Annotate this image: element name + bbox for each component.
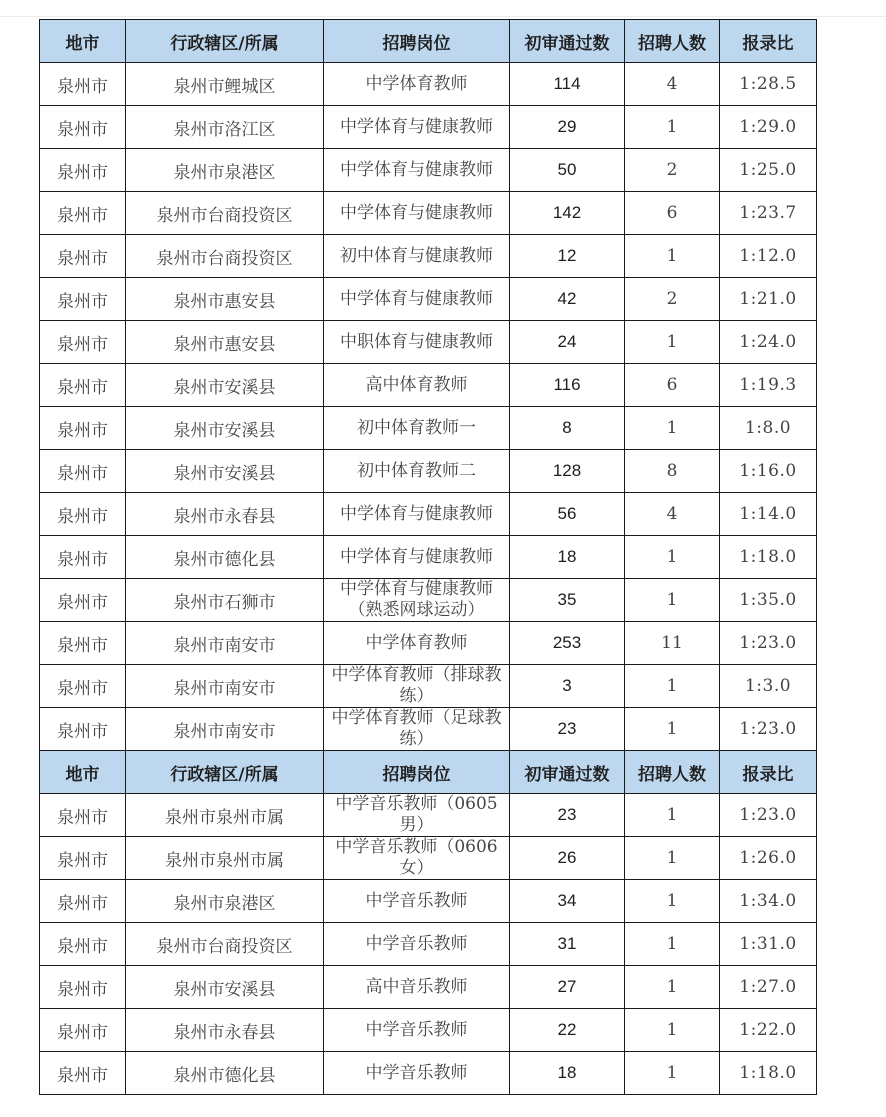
passed-count-cell: 42 — [510, 278, 625, 321]
district-cell: 泉州市永春县 — [126, 1009, 324, 1052]
hire-count-cell: 1 — [625, 1052, 720, 1095]
city-cell: 泉州市 — [40, 708, 126, 751]
city-cell: 泉州市 — [40, 665, 126, 708]
table-row — [40, 407, 817, 450]
passed-count-cell: 142 — [510, 192, 625, 235]
position-cell — [324, 794, 510, 837]
passed-count-cell: 18 — [510, 1052, 625, 1095]
header-row-1 — [40, 20, 817, 63]
position-text: 高中体育教师 — [365, 375, 468, 395]
passed-count-cell: 23 — [510, 794, 625, 837]
ratio-cell: 1:14.0 — [720, 493, 817, 536]
passed-count-cell: 114 — [510, 63, 625, 106]
ratio-cell: 1:19.3 — [720, 364, 817, 407]
table-row — [40, 837, 817, 880]
position-cell — [324, 364, 510, 407]
passed-count-cell: 50 — [510, 149, 625, 192]
ratio-cell: 1:35.0 — [720, 579, 817, 622]
district-cell: 泉州市南安市 — [126, 622, 324, 665]
table-row — [40, 1052, 817, 1095]
position-cell — [324, 149, 510, 192]
header-district: 行政辖区/所属 — [126, 20, 324, 63]
position-cell — [324, 923, 510, 966]
table-row — [40, 665, 817, 708]
header-position: 招聘岗位 — [324, 751, 510, 794]
header-passed: 初审通过数 — [510, 751, 625, 794]
passed-count-cell: 24 — [510, 321, 625, 364]
position-text: 中学体育与健康教师 — [340, 117, 493, 137]
position-cell — [324, 837, 510, 880]
hire-count-cell: 4 — [625, 63, 720, 106]
table-row — [40, 192, 817, 235]
city-cell: 泉州市 — [40, 450, 126, 493]
district-cell: 泉州市德化县 — [126, 536, 324, 579]
recruitment-table — [39, 19, 817, 1095]
table-row — [40, 364, 817, 407]
passed-count-cell: 8 — [510, 407, 625, 450]
district-cell: 泉州市安溪县 — [126, 966, 324, 1009]
ratio-cell: 1:24.0 — [720, 321, 817, 364]
city-cell: 泉州市 — [40, 493, 126, 536]
ratio-cell: 1:23.0 — [720, 708, 817, 751]
position-cell — [324, 192, 510, 235]
position-cell — [324, 622, 510, 665]
table-row — [40, 149, 817, 192]
passed-count-cell: 12 — [510, 235, 625, 278]
city-cell: 泉州市 — [40, 106, 126, 149]
district-cell: 泉州市惠安县 — [126, 321, 324, 364]
ratio-cell: 1:18.0 — [720, 1052, 817, 1095]
position-cell — [324, 708, 510, 751]
ratio-cell: 1:34.0 — [720, 880, 817, 923]
hire-count-cell: 1 — [625, 794, 720, 837]
city-cell: 泉州市 — [40, 149, 126, 192]
position-cell — [324, 407, 510, 450]
position-cell — [324, 450, 510, 493]
hire-count-cell: 1 — [625, 708, 720, 751]
city-cell: 泉州市 — [40, 63, 126, 106]
position-text: 中学体育与健康教师 — [340, 547, 493, 567]
hire-count-cell: 1 — [625, 536, 720, 579]
passed-count-cell: 22 — [510, 1009, 625, 1052]
hire-count-cell: 1 — [625, 665, 720, 708]
city-cell: 泉州市 — [40, 794, 126, 837]
district-cell: 泉州市石狮市 — [126, 579, 324, 622]
position-text: 高中音乐教师 — [365, 977, 468, 997]
position-cell — [324, 493, 510, 536]
ratio-cell: 1:27.0 — [720, 966, 817, 1009]
district-cell: 泉州市泉港区 — [126, 149, 324, 192]
hire-count-cell: 1 — [625, 1009, 720, 1052]
position-text: 初中体育与健康教师 — [340, 246, 493, 266]
city-cell: 泉州市 — [40, 837, 126, 880]
position-cell — [324, 665, 510, 708]
position-text: 中学体育教师（排球教练） — [331, 665, 502, 706]
ratio-cell: 1:23.0 — [720, 622, 817, 665]
ratio-cell: 1:21.0 — [720, 278, 817, 321]
table-row — [40, 708, 817, 751]
table-row — [40, 450, 817, 493]
district-cell: 泉州市洛江区 — [126, 106, 324, 149]
position-text: 中学体育与健康教师 — [340, 289, 493, 309]
position-text: 中学音乐教师 — [365, 1020, 468, 1040]
passed-count-cell: 253 — [510, 622, 625, 665]
ratio-cell: 1:23.0 — [720, 794, 817, 837]
hire-count-cell: 6 — [625, 192, 720, 235]
district-cell: 泉州市安溪县 — [126, 407, 324, 450]
district-cell: 泉州市永春县 — [126, 493, 324, 536]
table-row — [40, 493, 817, 536]
header-position: 招聘岗位 — [324, 20, 510, 63]
header-row-2 — [40, 751, 817, 794]
ratio-cell: 1:16.0 — [720, 450, 817, 493]
table-row — [40, 1009, 817, 1052]
hire-count-cell: 8 — [625, 450, 720, 493]
district-cell: 泉州市台商投资区 — [126, 192, 324, 235]
district-cell: 泉州市鲤城区 — [126, 63, 324, 106]
city-cell: 泉州市 — [40, 235, 126, 278]
hire-count-cell: 1 — [625, 837, 720, 880]
city-cell: 泉州市 — [40, 622, 126, 665]
position-text: 中学音乐教师 — [365, 891, 468, 911]
city-cell: 泉州市 — [40, 1052, 126, 1095]
district-cell: 泉州市德化县 — [126, 1052, 324, 1095]
table-row — [40, 278, 817, 321]
table-row — [40, 106, 817, 149]
district-cell: 泉州市南安市 — [126, 665, 324, 708]
hire-count-cell: 1 — [625, 106, 720, 149]
position-text: 中学体育与健康教师 — [340, 160, 493, 180]
table-row — [40, 622, 817, 665]
hire-count-cell: 6 — [625, 364, 720, 407]
passed-count-cell: 26 — [510, 837, 625, 880]
ratio-cell: 1:26.0 — [720, 837, 817, 880]
position-cell — [324, 278, 510, 321]
hire-count-cell: 1 — [625, 880, 720, 923]
hire-count-cell: 1 — [625, 923, 720, 966]
hire-count-cell: 1 — [625, 321, 720, 364]
district-cell: 泉州市台商投资区 — [126, 923, 324, 966]
table-row — [40, 794, 817, 837]
table-row — [40, 579, 817, 622]
city-cell: 泉州市 — [40, 966, 126, 1009]
ratio-cell: 1:8.0 — [720, 407, 817, 450]
ratio-cell: 1:22.0 — [720, 1009, 817, 1052]
city-cell: 泉州市 — [40, 278, 126, 321]
table-row — [40, 235, 817, 278]
ratio-cell: 1:12.0 — [720, 235, 817, 278]
passed-count-cell: 35 — [510, 579, 625, 622]
ratio-cell: 1:29.0 — [720, 106, 817, 149]
passed-count-cell: 18 — [510, 536, 625, 579]
table-row — [40, 966, 817, 1009]
city-cell: 泉州市 — [40, 192, 126, 235]
city-cell: 泉州市 — [40, 536, 126, 579]
district-cell: 泉州市泉港区 — [126, 880, 324, 923]
top-divider — [0, 16, 886, 17]
position-text: 中学音乐教师（0605男） — [335, 794, 498, 835]
hire-count-cell: 11 — [625, 622, 720, 665]
header-city: 地市 — [40, 20, 126, 63]
header-city: 地市 — [40, 751, 126, 794]
ratio-cell: 1:23.7 — [720, 192, 817, 235]
ratio-cell: 1:3.0 — [720, 665, 817, 708]
city-cell: 泉州市 — [40, 364, 126, 407]
passed-count-cell: 116 — [510, 364, 625, 407]
city-cell: 泉州市 — [40, 407, 126, 450]
hire-count-cell: 2 — [625, 278, 720, 321]
position-text: 中学音乐教师（0606女） — [335, 837, 498, 878]
table-row — [40, 63, 817, 106]
header-ratio: 报录比 — [720, 751, 817, 794]
position-text: 中学体育教师 — [365, 74, 468, 94]
hire-count-cell: 1 — [625, 235, 720, 278]
position-cell — [324, 63, 510, 106]
position-cell — [324, 536, 510, 579]
city-cell: 泉州市 — [40, 880, 126, 923]
passed-count-cell: 128 — [510, 450, 625, 493]
position-text: 初中体育教师二 — [357, 461, 476, 481]
district-cell: 泉州市南安市 — [126, 708, 324, 751]
position-cell — [324, 235, 510, 278]
passed-count-cell: 3 — [510, 665, 625, 708]
passed-count-cell: 31 — [510, 923, 625, 966]
city-cell: 泉州市 — [40, 1009, 126, 1052]
ratio-cell: 1:25.0 — [720, 149, 817, 192]
header-hires: 招聘人数 — [625, 751, 720, 794]
district-cell: 泉州市泉州市属 — [126, 837, 324, 880]
hire-count-cell: 2 — [625, 149, 720, 192]
position-text: 中职体育与健康教师 — [340, 332, 493, 352]
header-district: 行政辖区/所属 — [126, 751, 324, 794]
header-ratio: 报录比 — [720, 20, 817, 63]
table-row — [40, 880, 817, 923]
passed-count-cell: 23 — [510, 708, 625, 751]
city-cell: 泉州市 — [40, 923, 126, 966]
position-text: 中学体育教师（足球教练） — [331, 708, 502, 749]
district-cell: 泉州市泉州市属 — [126, 794, 324, 837]
position-text: 中学体育教师 — [365, 633, 468, 653]
position-cell — [324, 106, 510, 149]
passed-count-cell: 27 — [510, 966, 625, 1009]
position-cell — [324, 880, 510, 923]
ratio-cell: 1:28.5 — [720, 63, 817, 106]
city-cell: 泉州市 — [40, 579, 126, 622]
header-passed: 初审通过数 — [510, 20, 625, 63]
district-cell: 泉州市台商投资区 — [126, 235, 324, 278]
position-cell — [324, 966, 510, 1009]
table-row — [40, 923, 817, 966]
hire-count-cell: 4 — [625, 493, 720, 536]
table-row — [40, 321, 817, 364]
hire-count-cell: 1 — [625, 579, 720, 622]
position-text: 中学体育与健康教师（熟悉网球运动） — [340, 579, 493, 620]
table-body — [40, 20, 817, 1095]
position-text: 中学体育与健康教师 — [340, 203, 493, 223]
ratio-cell: 1:18.0 — [720, 536, 817, 579]
position-cell — [324, 321, 510, 364]
hire-count-cell: 1 — [625, 966, 720, 1009]
position-text: 中学音乐教师 — [365, 934, 468, 954]
table-row — [40, 536, 817, 579]
header-hires: 招聘人数 — [625, 20, 720, 63]
position-text: 中学音乐教师 — [365, 1063, 468, 1083]
district-cell: 泉州市安溪县 — [126, 364, 324, 407]
passed-count-cell: 29 — [510, 106, 625, 149]
position-cell — [324, 1009, 510, 1052]
district-cell: 泉州市惠安县 — [126, 278, 324, 321]
passed-count-cell: 56 — [510, 493, 625, 536]
hire-count-cell: 1 — [625, 407, 720, 450]
position-cell — [324, 1052, 510, 1095]
district-cell: 泉州市安溪县 — [126, 450, 324, 493]
position-cell — [324, 579, 510, 622]
city-cell: 泉州市 — [40, 321, 126, 364]
ratio-cell: 1:31.0 — [720, 923, 817, 966]
position-text: 初中体育教师一 — [357, 418, 476, 438]
passed-count-cell: 34 — [510, 880, 625, 923]
position-text: 中学体育与健康教师 — [340, 504, 493, 524]
